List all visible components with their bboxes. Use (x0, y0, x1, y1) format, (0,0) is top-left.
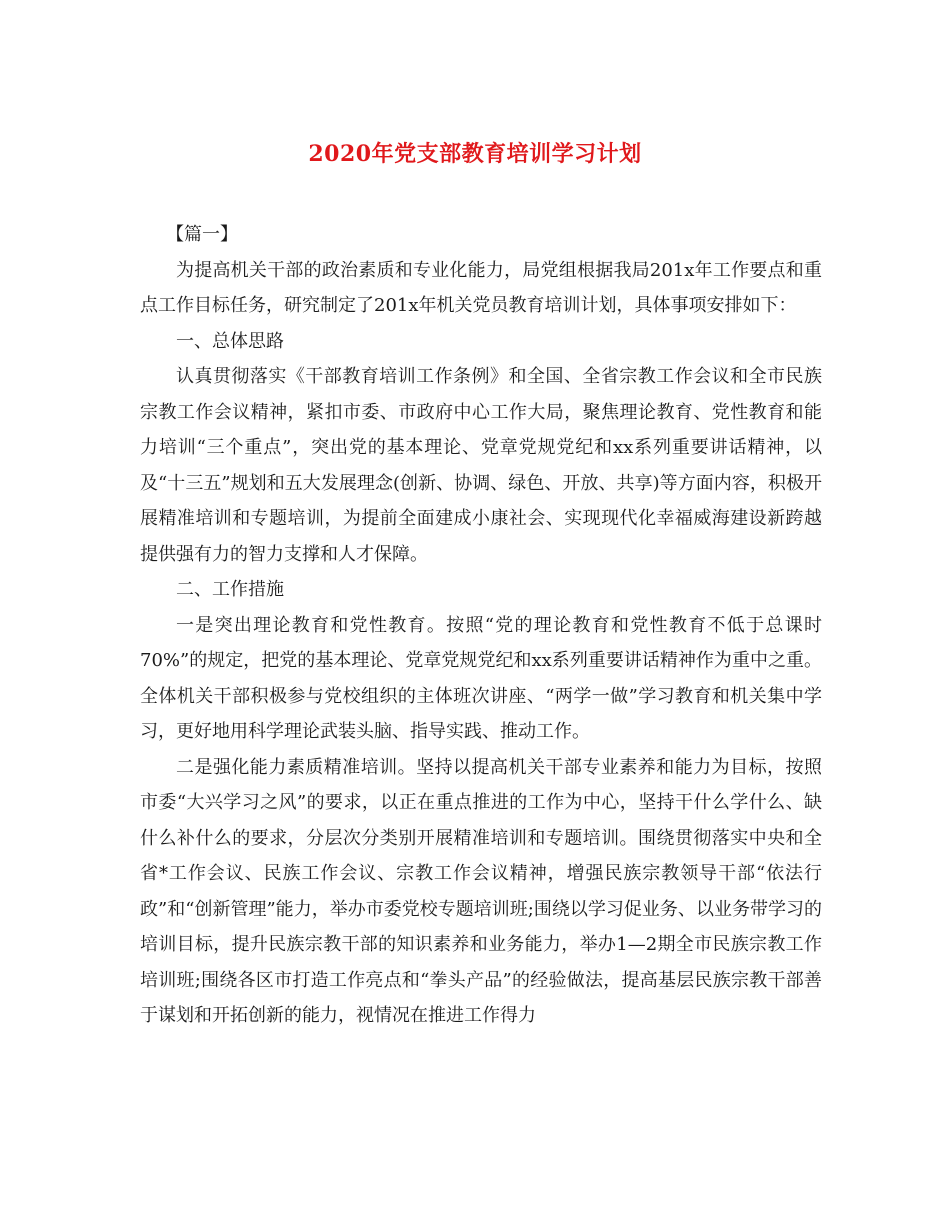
section-label: 【篇一】 (166, 224, 238, 245)
body-paragraph-1: 认真贯彻落实《干部教育培训工作条例》和全国、全省宗教工作会议和全市民族宗教工作会议精神，紧扣市委、市政府中心工作大局，聚焦理论教育、党性教育和能力培训“三个重点”，突出党的基本理论、党章党规党纪和xx系列重要讲话精神，以及“十三五”规划和五大发展理念(创新、协调、绿色、开放、共享)等方面内容，积极开展精准培训和专题培训，为提前全面建成小康社会、实现现代化幸福威海建设新跨越提供强有力的智力支撑和人才保障。 (140, 366, 822, 565)
document-title: 2020年党支部教育培训学习计划 (308, 141, 642, 167)
document-body (140, 217, 822, 1034)
section-heading-1: 一、总体思路 (176, 330, 284, 352)
section-heading-2: 二、工作措施 (176, 579, 284, 600)
intro-paragraph: 为提高机关干部的政治素质和专业化能力，局党组根据我局201x年工作要点和重点工作目标任务，研究制定了201x年机关党员教育培训计划，具体事项安排如下： (140, 259, 822, 316)
body-paragraph-3: 二是强化能力素质精准培训。坚持以提高机关干部专业素养和能力为目标，按照市委“大兴学习之风”的要求，以正在重点推进的工作为中心，坚持干什么学什么、缺什么补什么的要求，分层次分类别开展精准培训和专题培训。围绕贯彻落实中央和全省*工作会议、民族工作会议、宗教工作会议精神，增强民族宗教领导干部“依法行政”和“创新管理”能力，举办市委党校专题培训班;围绕以学习促业务、以业务带学习的培训目标，提升民族宗教干部的知识素养和业务能力，举办1—2期全市民族宗教工作培训班;围绕各区市打造工作亮点和“拳头产品”的经验做法，提高基层民族宗教干部善于谋划和开拓创新的能力，视情况在推进工作得力 (140, 756, 822, 1026)
body-paragraph-2: 一是突出理论教育和党性教育。按照“党的理论教育和党性教育不低于总课时70%”的规定，把党的基本理论、党章党规党纪和xx系列重要讲话精神作为重中之重。全体机关干部积极参与党校组织的主体班次讲座、“两学一做”学习教育和机关集中学习，更好地用科学理论武装头脑、指导实践、推动工作。 (140, 614, 822, 742)
